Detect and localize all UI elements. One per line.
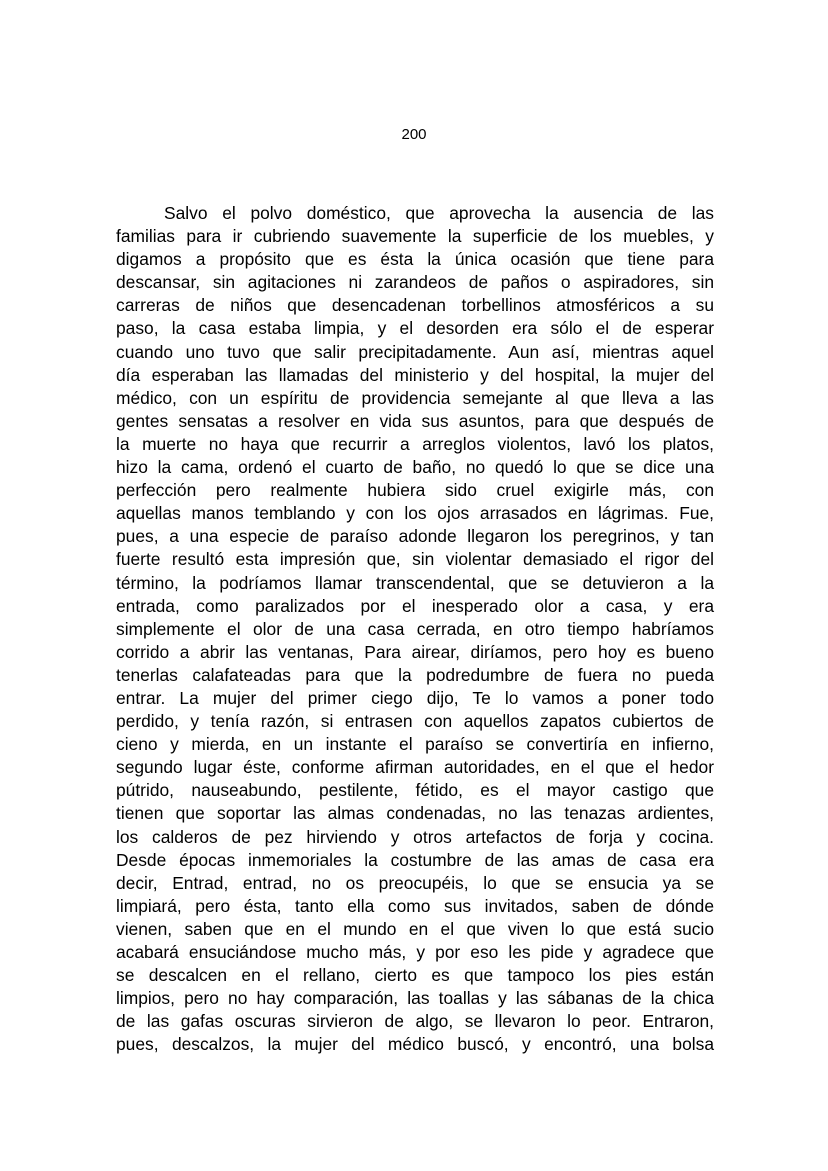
text-line: cieno y mierda, en un instante el paraíso se convertiría en infierno, (116, 734, 714, 755)
text-line: de las gafas oscuras sirvieron de algo, se llevaron lo peor. Entraron, (116, 1011, 714, 1032)
text-line: pues, a una especie de paraíso adonde llegaron los peregrinos, y tan (116, 526, 714, 547)
text-line: la muerte no haya que recurrir a arreglos violentos, lavó los platos, (116, 433, 714, 454)
text-line: término, la podríamos llamar transcendental, que se detuvieron a la (116, 572, 714, 593)
text-line: vienen, saben que en el mundo en el que viven lo que está sucio (116, 918, 714, 939)
text-line: tenerlas calafateadas para que la podredumbre de fuera no pueda (116, 664, 714, 685)
text-line: segundo lugar éste, conforme afirman autoridades, en el que el hedor (116, 757, 714, 778)
text-line: corrido a abrir las ventanas, Para airear, diríamos, pero hoy es bueno (116, 641, 714, 662)
text-line: entrar. La mujer del primer ciego dijo, Te lo vamos a poner todo (116, 687, 714, 708)
text-line: pútrido, nauseabundo, pestilente, fétido, es el mayor castigo que (116, 780, 714, 801)
text-line: carreras de niños que desencadenan torbellinos atmosféricos a su (116, 295, 714, 316)
text-line: acabará ensuciándose mucho más, y por eso les pide y agradece que (116, 942, 714, 962)
text-line: perdido, y tenía razón, si entrasen con aquellos zapatos cubiertos de (116, 711, 714, 732)
text-line: los calderos de pez hirviendo y otros artefactos de forja y cocina. (116, 826, 714, 847)
text-line: hizo la cama, ordenó el cuarto de baño, no quedó lo que se dice una (116, 457, 714, 478)
page-number: 200 (401, 126, 427, 143)
text-line: digamos a propósito que es ésta la única ocasión que tiene para (116, 249, 714, 270)
text-line: limpios, pero no hay comparación, las toallas y las sábanas de la chica (116, 988, 714, 1009)
text-line: entrada, como paralizados por el inesperado olor a casa, y era (116, 595, 714, 616)
text-line: perfección pero realmente hubiera sido cruel exigirle más, con (116, 480, 714, 501)
text-line: Desde épocas inmemoriales la costumbre de las amas de casa era (116, 849, 714, 870)
text-line: simplemente el olor de una casa cerrada, en otro tiempo habríamos (116, 618, 714, 639)
text-line: aquellas manos temblando y con los ojos arrasados en lágrimas. Fue, (116, 503, 714, 524)
text-line: decir, Entrad, entrad, no os preocupéis, lo que se ensucia ya se (116, 872, 714, 893)
text-line: día esperaban las llamadas del ministerio y del hospital, la mujer del (116, 364, 714, 385)
text-line: gentes sensatas a resolver en vida sus asuntos, para que después de (116, 410, 714, 431)
text-line: paso, la casa estaba limpia, y el desorden era sólo el de esperar (116, 318, 714, 339)
text-line: descansar, sin agitaciones ni zarandeos de paños o aspiradores, sin (116, 272, 714, 293)
text-line: familias para ir cubriendo suavemente la superficie de los muebles, y (116, 226, 714, 247)
text-line: limpiará, pero ésta, tanto ella como sus invitados, saben de dónde (116, 895, 714, 916)
body-paragraph (116, 202, 714, 1056)
text-line: médico, con un espíritu de providencia semejante al que lleva a las (116, 387, 714, 408)
text-line: fuerte resultó esta impresión que, sin violentar demasiado el rigor del (116, 549, 714, 570)
text-line: Salvo el polvo doméstico, que aprovecha la ausencia de las (164, 203, 714, 223)
text-line: pues, descalzos, la mujer del médico buscó, y encontró, una bolsa (116, 1034, 714, 1055)
text-line: tienen que soportar las almas condenadas, no las tenazas ardientes, (116, 803, 714, 824)
text-line: cuando uno tuvo que salir precipitadamente. Aun así, mientras aquel (116, 341, 714, 362)
text-line: se descalcen en el rellano, cierto es que tampoco los pies están (116, 965, 714, 986)
